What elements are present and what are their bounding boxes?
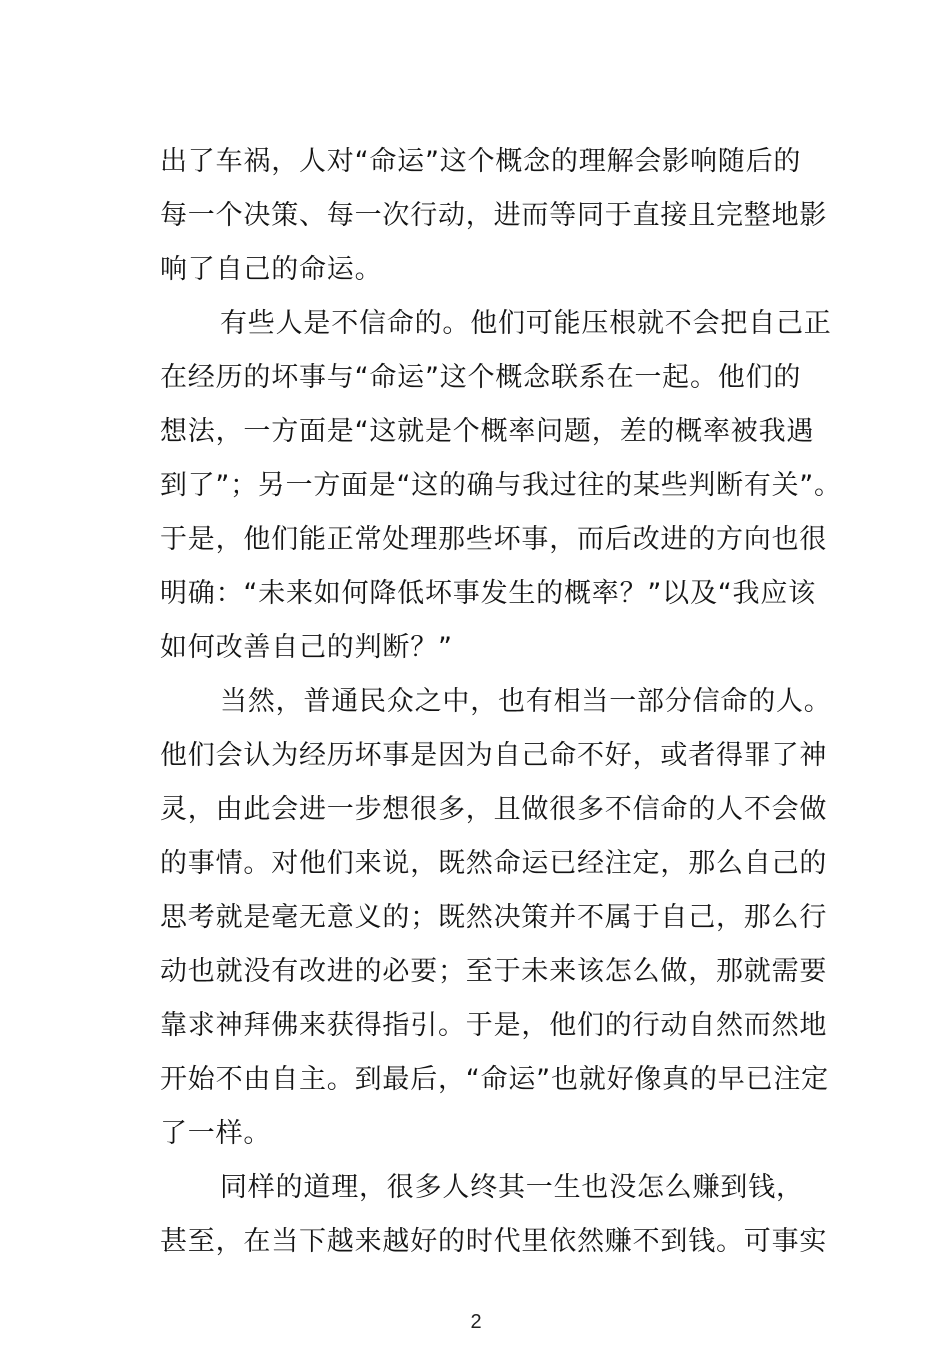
text-line: 他们会认为经历坏事是因为自己命不好，或者得罪了神 (160, 740, 828, 771)
text-line: 灵，由此会进一步想很多，且做很多不信命的人不会做 (160, 794, 828, 825)
text-line: 想法，一方面是“这就是个概率问题，差的概率被我遇 (160, 416, 815, 447)
text-line: 如何改善自己的判断？” (160, 632, 453, 663)
text-line: 动也就没有改进的必要；至于未来该怎么做，那就需要 (160, 956, 828, 987)
paragraph-first-line: 有些人是不信命的。他们可能压根就不会把自己正 (220, 308, 832, 339)
text-line: 每一个决策、每一次行动，进而等同于直接且完整地影 (160, 200, 828, 231)
text-line: 开始不由自主。到最后，“命运”也就好像真的早已注定 (160, 1064, 829, 1095)
text-line: 在经历的坏事与“命运”这个概念联系在一起。他们的 (160, 362, 802, 393)
text-line: 甚至，在当下越来越好的时代里依然赚不到钱。可事实 (160, 1226, 828, 1257)
text-line: 出了车祸，人对“命运”这个概念的理解会影响随后的 (160, 146, 802, 177)
text-line: 靠求神拜佛来获得指引。于是，他们的行动自然而然地 (160, 1010, 828, 1041)
text-line: 的事情。对他们来说，既然命运已经注定，那么自己的 (160, 848, 828, 879)
text-line: 明确：“未来如何降低坏事发生的概率？”以及“我应该 (160, 578, 816, 609)
page-number: 2 (470, 1311, 482, 1333)
paragraph-first-line: 同样的道理，很多人终其一生也没怎么赚到钱， (220, 1172, 804, 1203)
paragraph-first-line: 当然，普通民众之中，也有相当一部分信命的人。 (220, 686, 832, 717)
text-line: 了一样。 (160, 1118, 272, 1149)
text-line: 到了”；另一方面是“这的确与我过往的某些判断有关”。 (160, 470, 842, 501)
text-line: 思考就是毫无意义的；既然决策并不属于自己，那么行 (160, 902, 828, 933)
text-line: 于是，他们能正常处理那些坏事，而后改进的方向也很 (160, 524, 828, 555)
text-line: 响了自己的命运。 (160, 254, 383, 285)
